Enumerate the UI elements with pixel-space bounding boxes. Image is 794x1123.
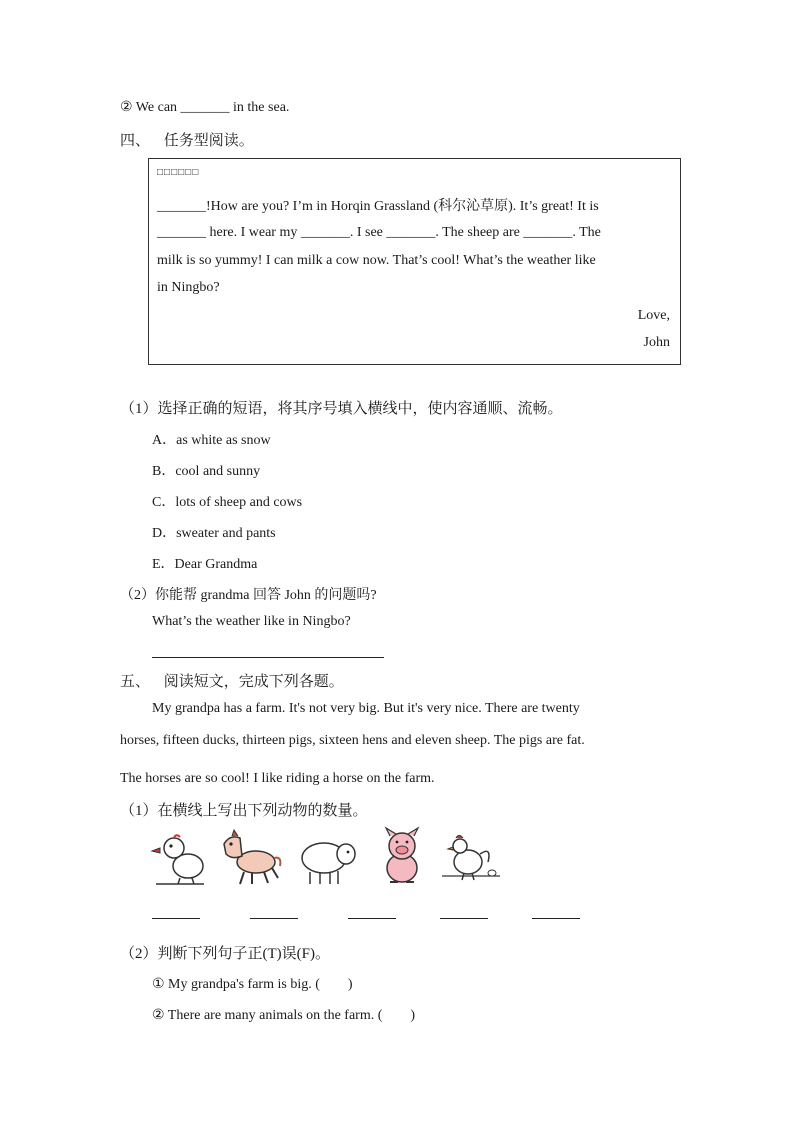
option-b: B．cool and sunny xyxy=(152,464,261,479)
horse-icon xyxy=(218,828,284,888)
passage-line-1: My grandpa has a farm. It's not very big. But it's very nice. There are twenty xyxy=(152,701,580,716)
option-c: C．lots of sheep and cows xyxy=(152,495,303,510)
letter-signature: John xyxy=(643,335,670,350)
option-e: E．Dear Grandma xyxy=(152,557,258,572)
passage-line-2: horses, fifteen ducks, thirteen pigs, sixteen hens and eleven sheep. The pigs are fat. xyxy=(120,733,585,748)
part5-2-instruction: （2）判断下列句子正(T)误(F)。 xyxy=(120,946,330,962)
section-number: 五、 xyxy=(120,674,151,690)
letter-line-2: _______ here. I wear my _______. I see _______. The sheep are _______. The xyxy=(157,225,601,240)
sheep-icon xyxy=(296,830,360,888)
hen-icon xyxy=(438,828,504,888)
tf-item-2: ② There are many animals on the farm. ( ) xyxy=(152,1008,416,1023)
pig-icon xyxy=(374,826,430,888)
part5-1-instruction: （1）在横线上写出下列动物的数量。 xyxy=(120,803,368,819)
part1-instruction: （1）选择正确的短语，将其序号填入横线中，使内容通顺、流畅。 xyxy=(120,401,563,417)
section-number: 四、 xyxy=(120,133,151,149)
letter-box xyxy=(148,158,681,365)
part2-question: What’s the weather like in Ningbo? xyxy=(152,614,351,629)
option-a: A．as white as snow xyxy=(152,433,271,448)
horse-count-blank[interactable] xyxy=(250,918,298,919)
tf-item-1: ① My grandpa's farm is big. ( ) xyxy=(152,977,353,992)
answer-line[interactable] xyxy=(152,657,384,658)
letter-line-3: milk is so yummy! I can milk a cow now. That’s cool! What’s the weather like xyxy=(157,253,596,268)
part2-instruction: （2）你能帮 grandma 回答 John 的问题吗? xyxy=(120,588,377,603)
letter-greeting-placeholder: □□□□□□ xyxy=(157,167,200,178)
q2-sentence: ② We can _______ in the sea. xyxy=(120,100,290,115)
duck-count-blank[interactable] xyxy=(152,918,200,919)
section-title: 任务型阅读。 xyxy=(163,133,254,149)
option-d: D．sweater and pants xyxy=(152,526,276,541)
passage-line-3: The horses are so cool! I like riding a horse on the farm. xyxy=(120,771,435,786)
letter-line-4: in Ningbo? xyxy=(157,280,220,295)
hen-count-blank[interactable] xyxy=(532,918,580,919)
section-title: 阅读短文，完成下列各题。 xyxy=(163,674,344,690)
section4-heading xyxy=(120,129,254,150)
duck-icon xyxy=(150,828,210,888)
sheep-count-blank[interactable] xyxy=(348,918,396,919)
pig-count-blank[interactable] xyxy=(440,918,488,919)
letter-line-1: _______!How are you? I’m in Horqin Grassland (科尔沁草原). It’s great! It is xyxy=(157,199,599,214)
section5-heading xyxy=(120,670,344,691)
letter-closing: Love, xyxy=(637,308,670,323)
